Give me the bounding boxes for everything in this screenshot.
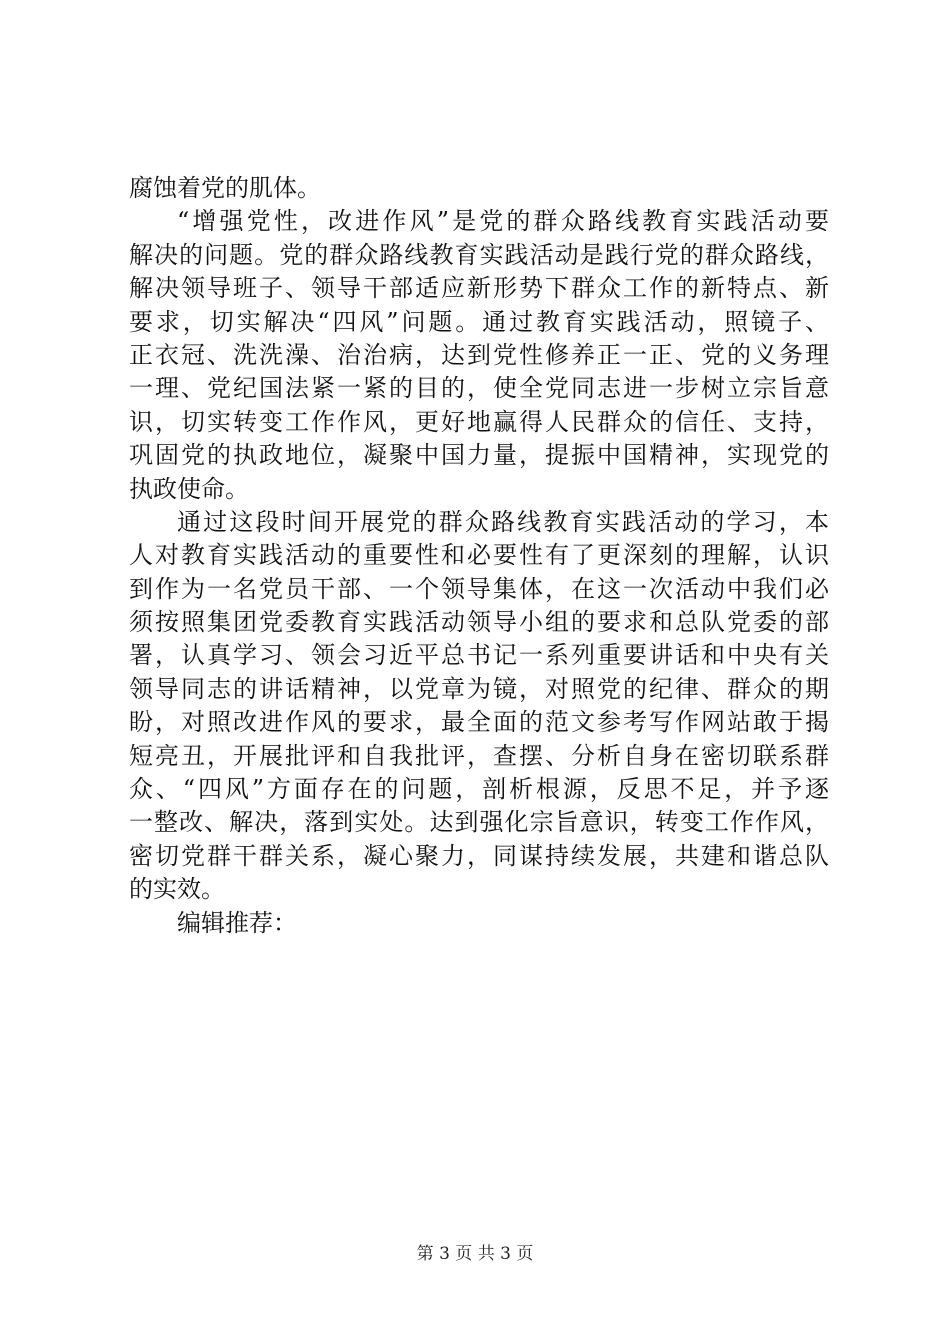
text-line: 到作为一名党员干部、一个领导集体，在这一次活动中我们必: [129, 574, 829, 603]
text-line: 人对教育实践活动的重要性和必要性有了更深刻的理解，认识: [129, 541, 829, 570]
text-line: 识，切实转变工作作风，更好地赢得人民群众的信任、支持，: [129, 407, 829, 436]
text-line: 领导同志的讲话精神，以党章为镜，对照党的纪律、群众的期: [129, 674, 829, 703]
text-line: 署，认真学习、领会习近平总书记一系列重要讲话和中央有关: [129, 641, 829, 670]
text-line: 密切党群干群关系，凝心聚力，同谋持续发展，共建和谐总队: [129, 841, 829, 870]
text-line: 要求，切实解决“四风”问题。通过教育实践活动，照镜子、: [129, 307, 829, 336]
text-line: 盼，对照改进作风的要求，最全面的范文参考写作网站敢于揭: [129, 708, 829, 737]
text-line: 通过这段时间开展党的群众路线教育实践活动的学习，本: [177, 507, 829, 536]
text-line: “增强党性，改进作风”是党的群众路线教育实践活动要: [177, 207, 829, 236]
text-line: 巩固党的执政地位，凝聚中国力量，提振中国精神，实现党的: [129, 441, 829, 470]
page-footer: 第 3 页 共 3 页: [416, 1244, 534, 1264]
text-line: 一理、党纪国法紧一紧的目的，使全党同志进一步树立宗旨意: [129, 374, 829, 403]
text-line: 解决的问题。党的群众路线教育实践活动是践行党的群众路线，: [129, 240, 829, 269]
text-line: 众、“四风”方面存在的问题，剖析根源，反思不足，并予逐: [129, 775, 829, 804]
text-line: 须按照集团党委教育实践活动领导小组的要求和总队党委的部: [129, 608, 829, 637]
text-line: 一整改、解决，落到实处。达到强化宗旨意识，转变工作作风，: [129, 808, 829, 837]
text-line: 短亮丑，开展批评和自我批评，查摆、分析自身在密切联系群: [129, 741, 829, 770]
text-line: 解决领导班子、领导干部适应新形势下群众工作的新特点、新: [129, 274, 829, 303]
text-line: 腐蚀着党的肌体。: [129, 174, 321, 202]
text-line: 执政使命。: [129, 474, 249, 503]
text-line: 正衣冠、洗洗澡、治治病，达到党性修养正一正、党的义务理: [129, 340, 829, 369]
document-body: [129, 172, 829, 940]
text-line: 编辑推荐：: [177, 908, 297, 937]
text-line: 的实效。: [129, 875, 225, 904]
